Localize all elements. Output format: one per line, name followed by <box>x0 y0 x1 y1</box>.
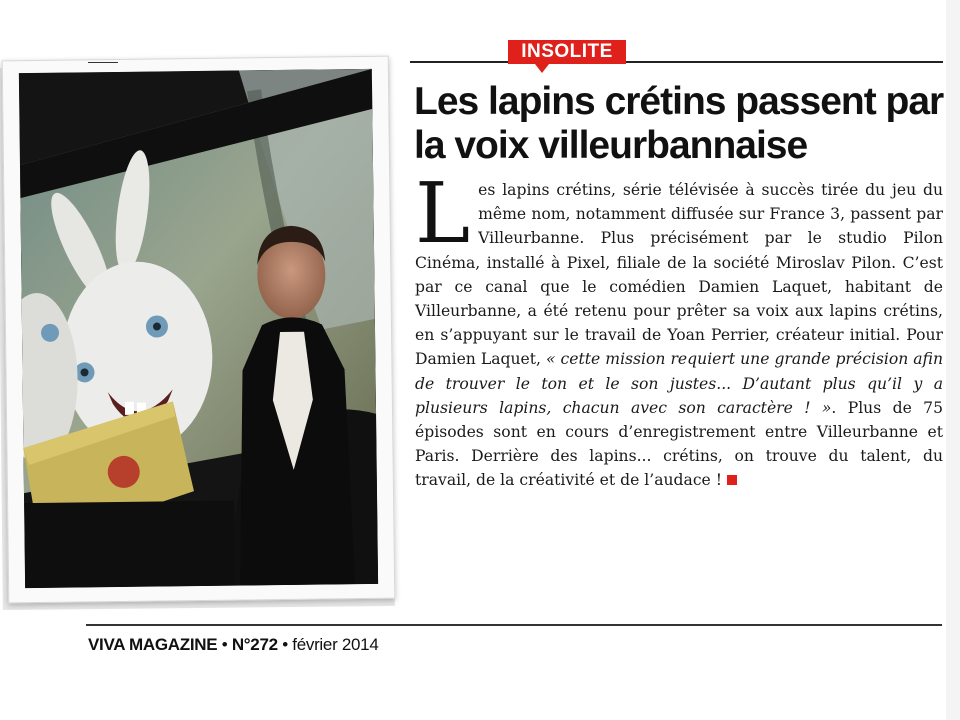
category-tag: INSOLITE <box>508 40 626 64</box>
photo-frame <box>2 56 396 604</box>
drop-cap: L <box>415 165 471 262</box>
article-body <box>415 165 944 493</box>
category-tag-pointer <box>535 64 549 73</box>
body-text-part2: . Plus de 75 épisodes sont en cours d’enregistrement entre Villeurbanne et Paris. Derrière des lapins... crétins, on trouve du talent, du travail, de la créativité et de l’audace ! <box>415 398 944 490</box>
separator: • <box>221 635 228 654</box>
article-title: Les lapins crétins passent par la voix villeurbannaise <box>414 80 944 167</box>
end-mark-icon <box>727 475 737 485</box>
separator: • <box>282 635 288 654</box>
article-photo <box>19 69 378 588</box>
photo-illustration <box>19 69 378 588</box>
issue-number: N°272 <box>231 635 278 654</box>
top-rule <box>410 61 943 63</box>
quote-text: « cette mission requiert une grande précision afin de trouver le ton et le son justes... D’autant plus qu’il y a plusieurs lapins, chacun avec son caractère ! » <box>415 350 944 417</box>
top-rule-left <box>88 62 118 63</box>
footer-credit <box>88 635 378 655</box>
magazine-name: VIVA MAGAZINE <box>88 635 218 654</box>
issue-date: février 2014 <box>292 635 379 654</box>
body-text-part1: es lapins crétins, série télévisée à succès tirée du jeu du même nom, notamment diffusée sur France 3, passent par Villeurbanne. Plus précisément par le studio Pilon Cinéma, installé à Pixel, filiale de la société Miroslav Pilon. C’est par ce canal que le comédien Damien Laquet, habitant de Villeurbanne, a été retenu pour prêter sa voix aux lapins crétins, en s’appuyant sur le travail de Yoan Perrier, créateur initial. Pour Damien Laquet, <box>415 181 943 369</box>
bottom-rule <box>86 624 942 626</box>
